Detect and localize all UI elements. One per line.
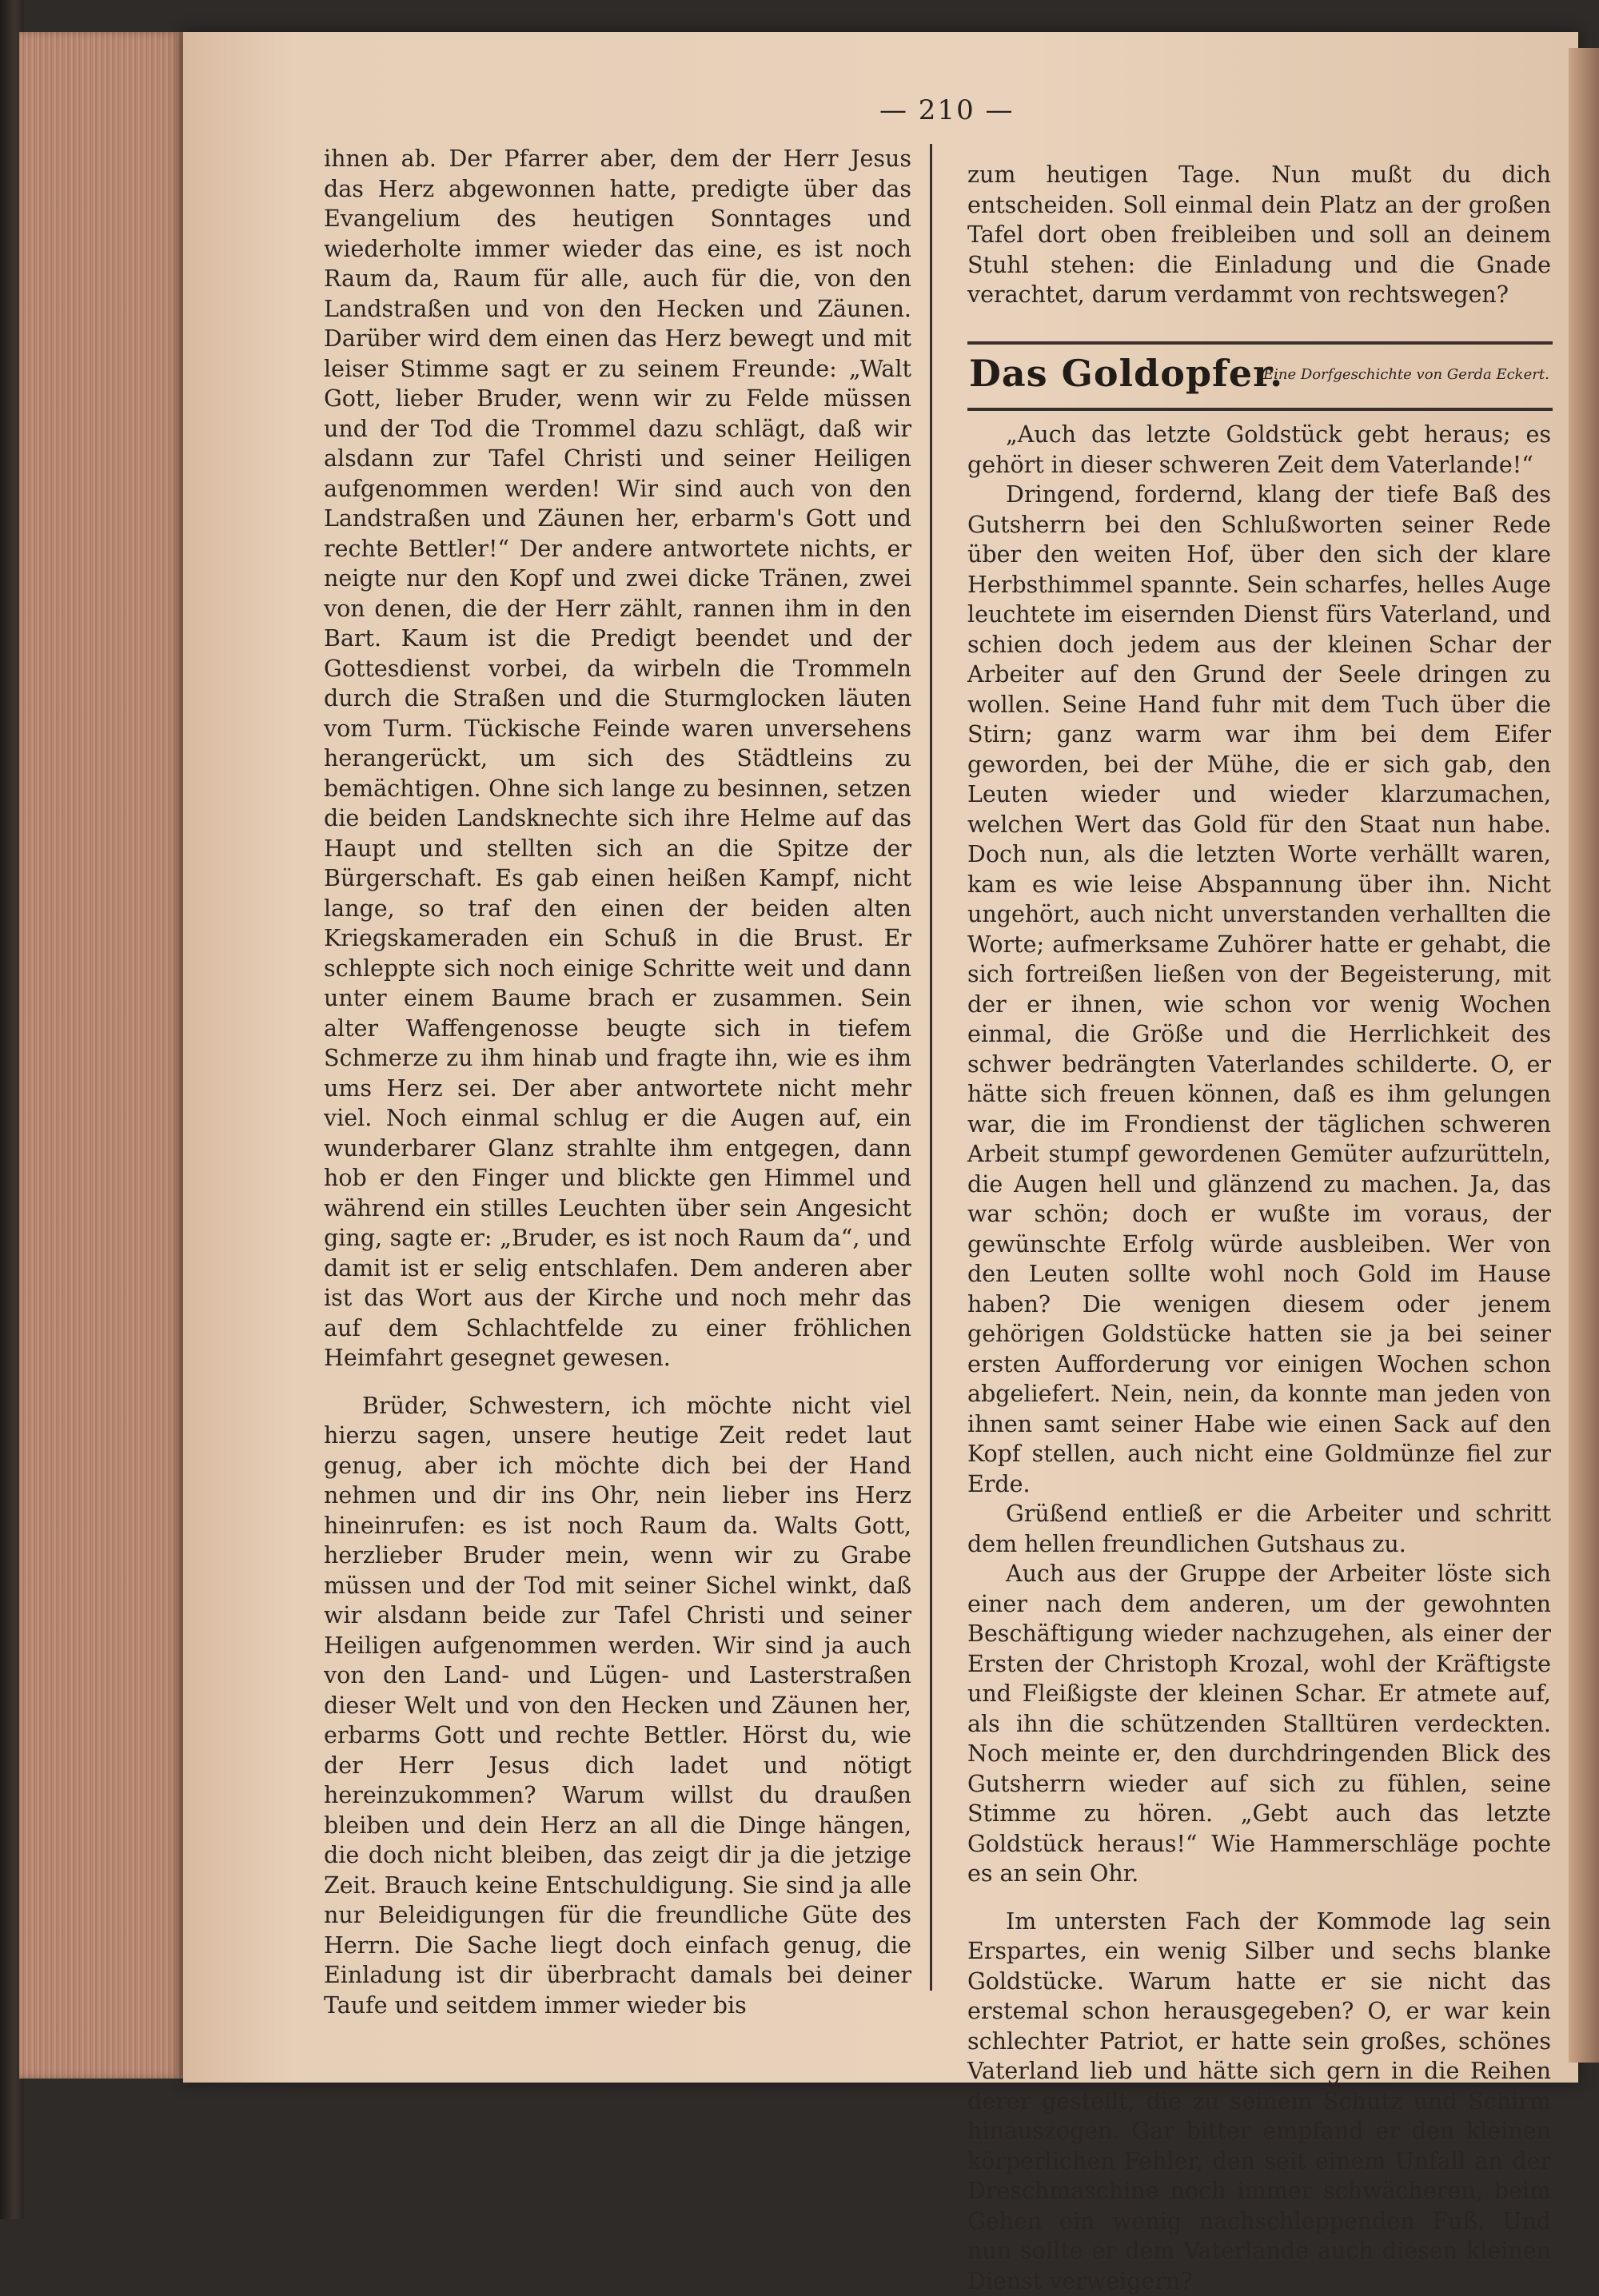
page-number: — 210 —: [879, 94, 1039, 126]
story-paragraph: Dringend, fordernd, klang der tiefe Baß des Gutsherrn bei den Schlußworten seiner Rede über den weiten Hof, über den sich der klare Herbsthimmel spannte. Sein scharfes, helles Auge leuchtete im eisernden Dienst fürs Vaterland, und schien doch jedem aus der kleinen Schar der Arbeiter auf den Grund der Seele dringen zu wollen. Seine Hand fuhr mit dem Tuch über die Stirn; ganz warm war ihm bei dem Eifer geworden, bei der Mühe, die er sich gab, den Leuten wieder und wieder klarzumachen, welchen Wert das Gold für den Staat nun habe. Doch nun, als die letzten Worte verhällt waren, kam es wie leise Abspannung über ihn. Nicht ungehört, auch nicht unverstanden verhallten die Worte; aufmerksame Zuhörer hatte er gehabt, die sich fortreißen ließen von der Begeisterung, mit der er ihnen, wie schon vor wenig Wochen einmal, die Größe und die Herrlichkeit des schwer bedrängten Vaterlandes schilderte. O, er hätte sich freuen können, daß es ihm gelungen war, die im Frondienst der täglichen schweren Arbeit stumpf gewordenen Gemüter aufzurütteln, die Augen hell und glänzend zu machen. Ja, das war schön; doch er wußte im voraus, der gewünschte Erfolg würde ausbleiben. Wer von den Leuten sollte wohl noch Gold im Hause haben? Die wenigen diesem oder jenem gehörigen Goldstücke hatten sie ja bei seiner ersten Aufforderung vor einigen Wochen schon abgeliefert. Nein, nein, da konnte man jeden von ihnen samt seiner Habe wie einen Sack auf den Kopf stellen, auch nicht eine Goldmünze fiel zur Erde.: [967, 480, 1551, 1499]
story-paragraph: „Auch das letzte Goldstück gebt heraus; es gehört in dieser schweren Zeit dem Vaterlande!“: [967, 420, 1551, 480]
page-stack-edge: [19, 32, 183, 2079]
story-byline: Eine Dorfgeschichte von Gerda Eckert.: [1263, 366, 1549, 383]
left-paragraph: Brüder, Schwestern, ich möchte nicht viel hierzu sagen, unsere heutige Zeit redet laut genug, aber ich möchte dich bei der Hand nehmen und dir ins Ohr, nein lieber ins Herz hineinrufen: es ist noch Raum da. Walts Gott, herzlieber Bruder mein, wenn wir zu Grabe müssen und der Tod mit seiner Sichel winkt, daß wir alsdann beide zur Tafel Christi und seiner Heiligen aufgenommen werden. Wir sind ja auch von den Land- und Lügen- und Lasterstraßen dieser Welt und von den Hecken und Zäunen her, erbarms Gott und rechte Bettler. Hörst du, wie der Herr Jesus dich ladet und nötigt hereinzukommen? Warum willst du draußen bleiben und dein Herz an all die Dinge hängen, die doch nicht bleiben, das zeigt dir ja die jetzige Zeit. Brauch keine Entschuldigung. Sie sind ja alle nur Beleidigungen für die freundliche Güte des Herrn. Die Sache liegt doch einfach genug, die Einladung ist dir überbracht damals bei deiner Taufe und seitdem immer wieder bis: [324, 1391, 911, 2021]
left-paragraph: ihnen ab. Der Pfarrer aber, dem der Herr Jesus das Herz abgewonnen hatte, predigte über das Evangelium des heutigen Sonntages und wiederholte immer wieder das eine, es ist noch Raum da, Raum für alle, auch für die, von den Landstraßen und von den Hecken und Zäunen. Darüber wird dem einen das Herz bewegt und mit leiser Stimme sagt er zu seinem Freunde: „Walt Gott, lieber Bruder, wenn wir zu Felde müssen und der Tod die Trommel dazu schlägt, daß wir alsdann zur Tafel Christi und seiner Heiligen aufgenommen werden! Wir sind auch von den Landstraßen und Zäunen her, erbarm's Gott und rechte Bettler!“ Der andere antwortete nichts, er neigte nur den Kopf und zwei dicke Tränen, zwei von denen, die der Herr zählt, rannen ihm in den Bart. Kaum ist die Predigt beendet und der Gottesdienst vorbei, da wirbeln die Trommeln durch die Straßen und die Sturmglocken läuten vom Turm. Tückische Feinde waren unversehens herangerückt, um sich des Städtleins zu bemächtigen. Ohne sich lange zu besinnen, setzen die beiden Landsknechte sich ihre Helme auf das Haupt und stellten sich an die Spitze der Bürgerschaft. Es gab einen heißen Kampf, nicht lange, so traf den einen der beiden alten Kriegskameraden ein Schuß in die Brust. Er schleppte sich noch einige Schritte weit und dann unter einem Baume brach er zusammen. Sein alter Waffengenosse beugte sich in tiefem Schmerze zu ihm hinab und fragte ihn, wie es ihm ums Herz sei. Der aber antwortete nicht mehr viel. Noch einmal schlug er die Augen auf, ein wunderbarer Glanz strahlte ihm entgegen, dann hob er den Finger und blickte gen Himmel und während ein stilles Leuchten über sein Angesicht ging, sagte er: „Bruder, es ist noch Raum da“, und damit ist er selig entschlafen. Dem anderen aber ist das Wort aus der Kirche und noch mehr das auf dem Schlachtfelde zu einer fröhlichen Heimfahrt gesegnet gewesen.: [324, 144, 911, 1373]
story-title: Das Goldopfer.: [969, 352, 1283, 395]
right-column-top: [967, 160, 1551, 310]
column-divider: [930, 144, 932, 1991]
right-top-paragraph: zum heutigen Tage. Nun mußt du dich entscheiden. Soll einmal dein Platz an der großen Tafel dort oben freibleiben und soll an deinem Stuhl stehen: die Einladung und die Gnade verachtet, darum verdammt von rechtswegen?: [967, 160, 1551, 310]
page-right-edge: [1569, 48, 1599, 2063]
story-paragraph: Auch aus der Gruppe der Arbeiter löste sich einer nach dem anderen, um der gewohnten Beschäftigung wieder nachzugehen, als einer der Ersten der Christoph Krozal, wohl der Kräftigste und Fleißigste der kleinen Schar. Er atmete auf, als ihn die schützenden Stalltüren verdeckten. Noch meinte er, den durchdringenden Blick des Gutsherrn wieder auf sich zu fühlen, seine Stimme zu hören. „Gebt auch das letzte Goldstück heraus!“ Wie Hammerschläge pochte es an sein Ohr.: [967, 1559, 1551, 1889]
title-rule-top: [967, 341, 1553, 345]
story-paragraph: Im untersten Fach der Kommode lag sein Erspartes, ein wenig Silber und sechs blanke Goldstücke. Warum hatte er sie nicht das erstemal schon herausgegeben? O, er war kein schlechter Patriot, er hatte sein großes, schönes Vaterland lieb und hätte sich gern in die Reihen derer gestellt, die zu seinem Schutz und Schirm hinauszogen. Gar bitter empfand er den kleinen körperlichen Fehler, den seit einem Unfall an der Dreschmaschine noch immer schwächeren, beim Gehen ein wenig nachschleppenden Fuß. Und nun sollte er dem Vaterlande auch diesen kleinen Dienst verweigern?: [967, 1907, 1551, 2296]
title-rule-bottom: [967, 408, 1553, 411]
right-column-story: [967, 420, 1551, 2296]
left-column: [324, 144, 911, 2020]
story-paragraph: Grüßend entließ er die Arbeiter und schritt dem hellen freundlichen Gutshaus zu.: [967, 1499, 1551, 1559]
